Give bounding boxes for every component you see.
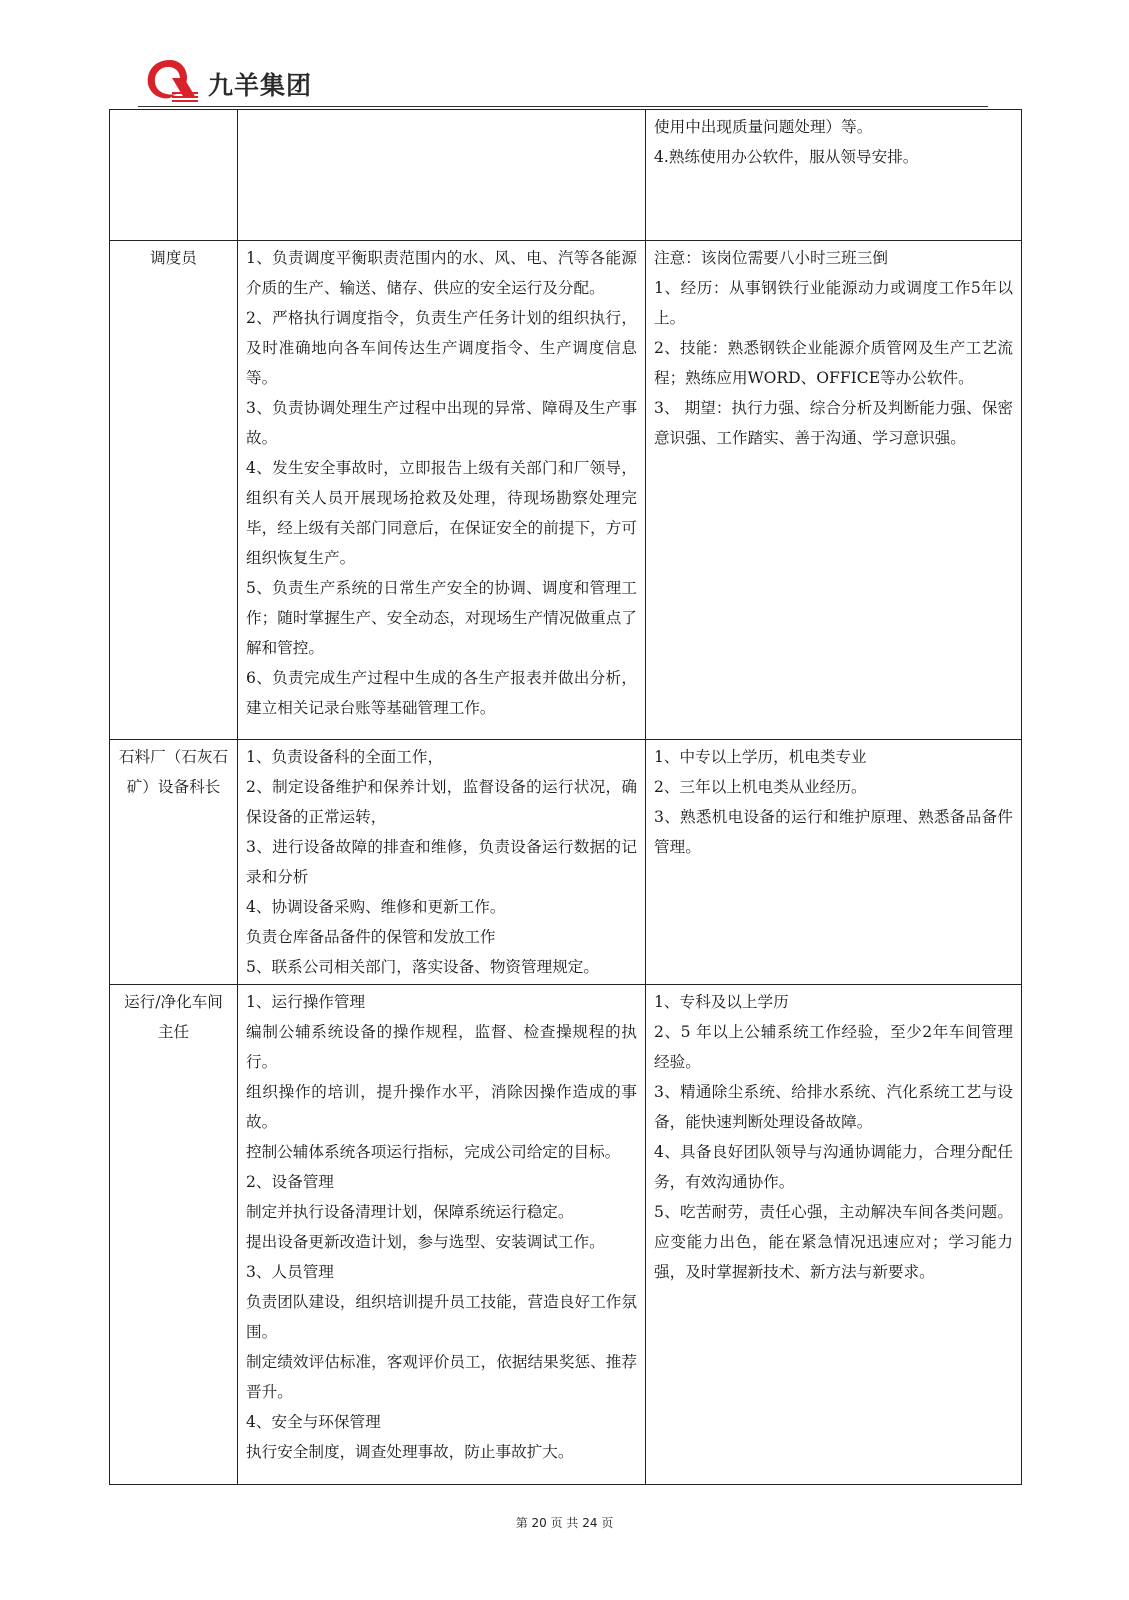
duty-line: 负责团队建设，组织培训提升员工技能，营造良好工作氛围。: [246, 1293, 637, 1341]
table-row: [110, 740, 1022, 985]
requirement-line: 使用中出现质量问题处理）等。: [654, 118, 873, 136]
duty-line: 提出设备更新改造计划，参与选型、安装调试工作。: [246, 1233, 605, 1251]
requirement-line: 4、具备良好团队领导与沟通协调能力，合理分配任务，有效沟通协作。: [654, 1143, 1013, 1191]
requirement-line: 注意：该岗位需要八小时三班三倒: [654, 249, 888, 267]
position-cell: 运行/净化车间主任: [110, 985, 238, 1485]
job-table: [109, 109, 1022, 1485]
duties-cell: [238, 241, 646, 740]
duty-line: 6、负责完成生产过程中生成的各生产报表并做出分析，建立相关记录台账等基础管理工作。: [246, 669, 637, 717]
requirement-line: 3、 期望：执行力强、综合分析及判断能力强、保密意识强、工作踏实、善于沟通、学习意识强。: [654, 399, 1013, 447]
duty-line: 2、严格执行调度指令，负责生产任务计划的组织执行，及时准确地向各车间传达生产调度指令、生产调度信息等。: [246, 309, 637, 387]
duty-line: 1、负责设备科的全面工作，: [246, 748, 444, 766]
duty-line: 2、制定设备维护和保养计划，监督设备的运行状况，确保设备的正常运转，: [246, 778, 637, 826]
position-cell: [110, 110, 238, 241]
page-header: [138, 52, 988, 108]
duty-line: 3、负责协调处理生产过程中出现的异常、障碍及生产事故。: [246, 399, 637, 447]
duty-line: 5、负责生产系统的日常生产安全的协调、调度和管理工作；随时掌握生产、安全动态，对现场生产情况做重点了解和管控。: [246, 579, 637, 657]
duty-line: 5、联系公司相关部门，落实设备、物资管理规定。: [246, 958, 599, 976]
requirement-line: 3、熟悉机电设备的运行和维护原理、熟悉备品备件管理。: [654, 808, 1013, 856]
table-row: [110, 985, 1022, 1485]
position-cell: 石料厂（石灰石矿）设备科长: [110, 740, 238, 985]
duty-line: 4、发生安全事故时，立即报告上级有关部门和厂领导，组织有关人员开展现场抢救及处理，待现场勘察处理完毕，经上级有关部门同意后，在保证安全的前提下，方可组织恢复生产。: [246, 459, 637, 567]
duty-line: 编制公辅系统设备的操作规程，监督、检查操规程的执行。: [246, 1023, 637, 1071]
table-row: [110, 110, 1022, 241]
company-name: 九羊集团: [208, 71, 313, 100]
table-row: [110, 241, 1022, 740]
duty-line: 1、运行操作管理: [246, 993, 366, 1011]
duty-line: 控制公辅体系统各项运行指标，完成公司给定的目标。: [246, 1143, 621, 1161]
duties-cell: [238, 110, 646, 241]
header-divider: [138, 106, 988, 107]
requirement-line: 1、中专以上学历，机电类专业: [654, 748, 867, 766]
requirement-line: 5、吃苦耐劳，责任心强，主动解决车间各类问题。应变能力出色，能在紧急情况迅速应对；学习能力强，及时掌握新技术、新方法与新要求。: [654, 1203, 1013, 1281]
duties-cell: [238, 985, 646, 1485]
requirement-line: 4.熟练使用办公软件，服从领导安排。: [654, 148, 919, 166]
duty-line: 2、设备管理: [246, 1173, 334, 1191]
duty-line: 负责仓库备品备件的保管和发放工作: [246, 928, 496, 946]
company-logo-icon: [142, 54, 202, 104]
requirements-cell: [646, 241, 1022, 740]
requirement-line: 2、技能：熟悉钢铁企业能源介质管网及生产工艺流程；熟练应用WORD、OFFICE等办公软件。: [654, 339, 1013, 387]
requirements-cell: [646, 110, 1022, 241]
requirement-line: 1、经历：从事钢铁行业能源动力或调度工作5年以上。: [654, 279, 1013, 327]
duty-line: 制定并执行设备清理计划，保障系统运行稳定。: [246, 1203, 574, 1221]
duty-line: 4、协调设备采购、维修和更新工作。: [246, 898, 506, 916]
duty-line: 1、负责调度平衡职责范围内的水、风、电、汽等各能源介质的生产、输送、储存、供应的安全运行及分配。: [246, 249, 637, 297]
duties-cell: [238, 740, 646, 985]
requirement-line: 2、三年以上机电类从业经历。: [654, 778, 867, 796]
duty-line: 执行安全制度，调查处理事故，防止事故扩大。: [246, 1443, 574, 1461]
page-footer: 第 20 页 共 24 页: [515, 1516, 614, 1530]
duty-line: 4、安全与环保管理: [246, 1413, 381, 1431]
duty-line: 3、进行设备故障的排查和维修，负责设备运行数据的记录和分析: [246, 838, 637, 886]
requirement-line: 3、精通除尘系统、给排水系统、汽化系统工艺与设备，能快速判断处理设备故障。: [654, 1083, 1013, 1131]
duty-line: 3、人员管理: [246, 1263, 334, 1281]
duty-line: 组织操作的培训，提升操作水平，消除因操作造成的事故。: [246, 1083, 637, 1131]
duty-line: 制定绩效评估标准，客观评价员工，依据结果奖惩、推荐晋升。: [246, 1353, 637, 1401]
position-cell: 调度员: [110, 241, 238, 740]
requirements-cell: [646, 740, 1022, 985]
requirement-line: 2、5 年以上公辅系统工作经验，至少2年车间管理经验。: [654, 1023, 1013, 1071]
requirements-cell: [646, 985, 1022, 1485]
requirement-line: 1、专科及以上学历: [654, 993, 789, 1011]
